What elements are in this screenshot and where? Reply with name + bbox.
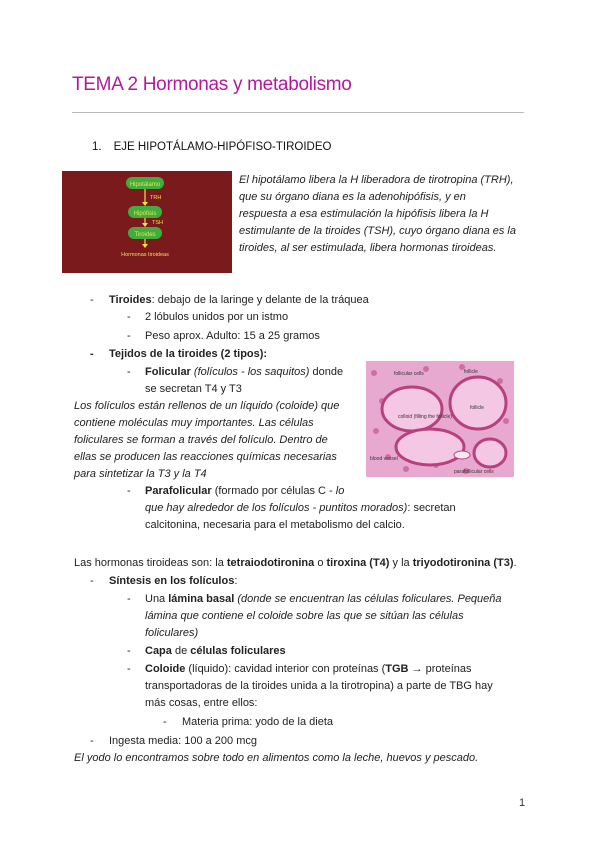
axis-diagram-svg: [62, 171, 232, 273]
intro-line: tiroides, al ser estimulada, libera hormonas tiroideas.: [239, 242, 497, 254]
sintesis-item: [109, 573, 237, 590]
bullet-dash: -: [127, 645, 131, 657]
hormonas-c: o: [314, 557, 327, 569]
parafolicular-it1: lo: [335, 485, 345, 497]
bullet-dash: -: [127, 485, 131, 497]
folicular-line2: se secretan T4 y T3: [145, 383, 242, 395]
hormonas-e: .: [513, 557, 517, 569]
tiroides-rest: : debajo de la laringe y delante de la tráquea: [151, 294, 369, 306]
sintesis-bold: Síntesis en los folículos: [109, 575, 235, 587]
histology-label: follicle: [464, 369, 478, 375]
hormonas-paragraph: [74, 555, 524, 572]
bullet-dash: -: [90, 348, 94, 360]
sub-item: 2 lóbulos unidos por un istmo: [145, 311, 289, 323]
lamina-it1: (donde se encuentran las células foliculares. Pequeña: [234, 593, 502, 605]
foliculos-line: Los folículos están rellenos de un líquido (coloide) que: [74, 400, 340, 412]
edge-label-trh: TRH: [150, 195, 162, 201]
hormonas-a: Las hormonas tiroideas son: la: [74, 557, 227, 569]
histology-label: follicular cells: [394, 371, 424, 377]
output-label: Hormonas tiroideas: [121, 252, 169, 258]
histology-svg: [366, 361, 514, 477]
capa-mid: de: [171, 645, 191, 657]
capa-bold2: células foliculares: [190, 645, 286, 657]
bullet-dash: -: [90, 294, 94, 306]
materia-item: Materia prima: yodo de la dieta: [182, 716, 334, 728]
bullet-dash: -: [127, 311, 131, 323]
sintesis-rest: :: [234, 575, 238, 587]
hormonas-b2: tiroxina (T4): [326, 557, 390, 569]
folicular-italic: (folículos - los saquitos): [190, 366, 310, 378]
edge-label-tsh: TSH: [152, 220, 163, 226]
coloide-tgb: TGB: [385, 663, 409, 675]
sub-item: Peso aprox. Adulto: 15 a 25 gramos: [145, 330, 320, 342]
page-number: 1: [519, 797, 526, 809]
bullet-dash: -: [127, 593, 131, 605]
coloide-line2: transportadoras de la tiroides unida a la tirotropina) a parte de TBG hay: [145, 680, 493, 692]
foliculos-line: ellas se producen las reacciones químicas necesarias: [74, 451, 337, 463]
intro-line: El hipotálamo libera la H liberadora de tirotropina (TRH),: [239, 174, 514, 186]
hormonas-b3: triyodotironina (T3): [412, 557, 514, 569]
coloide-rest1: (líquido): cavidad interior con proteínas (: [185, 663, 386, 675]
node-label-tiroides: Tiroides: [134, 232, 156, 238]
tiroides-bold: Tiroides: [109, 294, 152, 306]
section-label: EJE HIPOTÁLAMO-HIPÓFISO-TIROIDEO: [113, 141, 332, 153]
section-heading: [92, 141, 331, 153]
coloide-item: [145, 661, 525, 712]
ingesta-item: Ingesta media: 100 a 200 mcg: [109, 735, 257, 747]
lamina-it2: lámina que contiene el coloide sobre las que se sitúan las células: [145, 610, 464, 622]
intro-line: estimulante de la tiroides (TSH), cuyo órgano diana es la: [239, 225, 516, 237]
lamina-bold: lámina basal: [168, 593, 235, 605]
bullet-dash: -: [127, 330, 131, 342]
intro-line: respuesta a esa estimulación la hipófisis libera la H: [239, 208, 489, 220]
bullet-dash: -: [163, 716, 167, 728]
histology-image: [366, 361, 514, 477]
coloide-bold: Coloide: [145, 663, 186, 675]
bullet-dash: -: [127, 663, 131, 675]
foliculos-paragraph: [74, 398, 359, 483]
histology-label: blood vessel: [370, 456, 398, 462]
parafolicular-rest2: : secretan: [407, 502, 456, 514]
parafolicular-bold: Parafolicular: [145, 485, 212, 497]
page-title: TEMA 2 Hormonas y metabolismo: [72, 74, 352, 95]
title-divider: [72, 112, 524, 113]
coloide-line3: más cosas, entre ellos:: [145, 697, 258, 709]
lamina-a: Una: [145, 593, 169, 605]
hormonas-d: y la: [389, 557, 413, 569]
histology-label: follicle: [470, 405, 484, 411]
bullet-dash: -: [90, 575, 94, 587]
parafolicular-line3: calcitonina, necesaria para el metabolismo del calcio.: [145, 519, 405, 531]
capa-bold1: Capa: [145, 645, 172, 657]
parafolicular-rest1: (formado por células C -: [211, 485, 336, 497]
intro-paragraph: [239, 172, 539, 257]
section-number: 1.: [92, 141, 102, 153]
folicular-bold: Folicular: [145, 366, 191, 378]
foliculos-line: foliculares se forman a través del folículo. Dentro de: [74, 434, 328, 446]
histology-label: parafollicular cells: [454, 469, 494, 475]
hormonas-b1: tetraiodotironina: [226, 557, 315, 569]
tiroides-item: [109, 292, 369, 309]
folicular-item: [145, 364, 355, 381]
axis-diagram: [62, 171, 232, 273]
parafolicular-it2: que hay alrededor de los folículos - puntitos morados): [145, 502, 408, 514]
folicular-rest: donde: [309, 366, 344, 378]
yodo-paragraph: El yodo lo encontramos sobre todo en alimentos como la leche, huevos y pescado.: [74, 752, 479, 764]
parafolicular-line2: [145, 500, 465, 517]
parafolicular-item: [145, 483, 445, 500]
coloide-rest2: → proteínas: [408, 663, 472, 675]
foliculos-line: para sintetizar la T3 y la T4: [74, 468, 207, 480]
histology-label: colloid (filling the follicle): [398, 414, 452, 420]
node-label-hipotalamo: Hipotálamo: [129, 182, 161, 188]
tejidos-heading: Tejidos de la tiroides (2 tipos):: [109, 348, 268, 360]
node-label-hipofisis: Hipófisis: [133, 211, 157, 217]
lamina-item: [145, 591, 525, 642]
foliculos-line: contiene moléculas muy importantes. Las células: [74, 417, 314, 429]
capa-item: [145, 643, 286, 660]
bullet-dash: -: [90, 735, 94, 747]
intro-line: que su órgano diana es la adenohipófisis, y en: [239, 191, 466, 203]
lamina-it3: foliculares): [145, 627, 199, 639]
bullet-dash: -: [127, 366, 131, 378]
